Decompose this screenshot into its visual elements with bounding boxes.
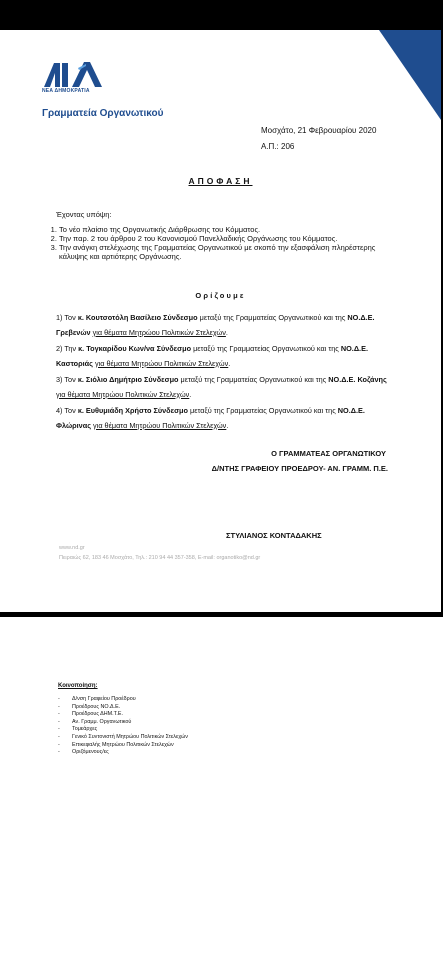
decision-end: .	[226, 421, 229, 430]
reasons-list	[45, 225, 404, 261]
place-date: Μοσχάτο, 21 Φεβρουαρίου 2020	[261, 126, 377, 135]
cc-item: - Αν. Γραμμ. Οργανωτικού	[58, 719, 188, 727]
reason-item: 3. Την ανάγκη στελέχωσης της Γραμματείας Οργανωτικού με σκοπό την εξασφάλιση πληρέστερης κάλυψης και αρτιότερης Οργάνωσης.	[59, 243, 404, 261]
decision-article: Τον	[64, 406, 76, 415]
section-heading: Ορίζουμε	[195, 291, 246, 300]
cc-item: - Τομεάρχες	[58, 726, 188, 734]
decision-text: μεταξύ της Γραμματείας Οργανωτικού και της	[193, 344, 339, 353]
decision-org: ΝΟ.Δ.Ε. Φλώρινας	[56, 406, 365, 430]
nd-logo	[42, 60, 104, 88]
document-page-2	[0, 617, 443, 960]
cc-title: Κοινοποίηση:	[58, 683, 98, 689]
decision-number: 4)	[56, 406, 63, 415]
cc-item: - Προέδρους ΔΗΜ.Τ.Ε.	[58, 711, 188, 719]
signer-name: ΣΤΥΛΙΑΝΟΣ ΚΟΝΤΑΔΑΚΗΣ	[226, 531, 322, 540]
intro-text: Έχοντας υπόψη:	[56, 210, 112, 219]
decision-item	[56, 372, 391, 402]
decision-article: Τον	[64, 375, 76, 384]
decision-end: .	[225, 328, 228, 337]
reason-item: 1. Το νέο πλαίσιο της Οργανωτικής Διάρθρωσης του Κόμματος.	[59, 225, 404, 234]
reason-item: 2. Την παρ. 2 του άρθρου 2 του Κανονισμού Πανελλαδικής Οργάνωσης του Κόμματος.	[59, 234, 404, 243]
decision-org: ΝΟ.Δ.Ε. Κοζάνης	[328, 375, 387, 384]
decision-person: κ. Κουτσοτόλη Βασίλειο Σύνδεσμο	[77, 313, 198, 322]
footer-address: Πειραιώς 62, 183 46 Μοσχάτο, Τηλ.: 210 94 44 357-358, E-mail: organotiko@nd.gr	[59, 555, 261, 561]
decision-text: μεταξύ της Γραμματείας Οργανωτικού και της	[190, 406, 336, 415]
decision-topic: για θέματα Μητρώου Πολιτικών Στελεχών	[92, 328, 226, 337]
cc-item: - Επικεφαλής Μητρώου Πολιτικών Στελεχών	[58, 742, 188, 750]
document-title: ΑΠΟΦΑΣΗ	[188, 176, 253, 186]
decision-number: 3)	[56, 375, 63, 384]
decision-text: μεταξύ της Γραμματείας Οργανωτικού και της	[199, 313, 346, 322]
decision-item	[56, 341, 391, 371]
cc-item: - Οριζόμενους/ες	[58, 749, 188, 757]
cc-item: - Γενικό Συντονιστή Μητρώου Πολιτικών Στελεχών	[58, 734, 188, 742]
document-page-1	[0, 30, 441, 612]
decision-end: .	[189, 390, 192, 399]
decision-article: Την	[64, 344, 77, 353]
decision-text: μεταξύ της Γραμματείας Οργανωτικού και της	[180, 375, 327, 384]
footer-website: www.nd.gr	[59, 545, 85, 551]
decision-topic: για θέματα Μητρώου Πολιτικών Στελεχών	[94, 359, 229, 368]
signature-title: Ο ΓΡΑΜΜΑΤΕΑΣ ΟΡΓΑΝΩΤΙΚΟΥ	[271, 449, 386, 458]
decision-item	[56, 310, 391, 340]
decision-person: κ. Σιόλιο Δημήτριο Σύνδεσμο	[77, 375, 179, 384]
corner-decoration	[379, 30, 441, 120]
signature-subtitle: Δ/ΝΤΗΣ ΓΡΑΦΕΙΟΥ ΠΡΟΕΔΡΟΥ- ΑΝ. ΓΡΑΜΜ. Π.Ε.	[211, 464, 388, 473]
department-name: Γραμματεία Οργανωτικού	[42, 108, 164, 119]
protocol-number: Α.Π.: 206	[261, 142, 295, 151]
decision-article: Τον	[64, 313, 76, 322]
decision-person: κ. Ευθυμιάδη Χρήστο Σύνδεσμο	[77, 406, 188, 415]
decision-org: ΝΟ.Δ.Ε. Καστοριάς	[56, 344, 368, 368]
decision-end: .	[228, 359, 231, 368]
decision-number: 2)	[56, 344, 63, 353]
logo-subtitle: ΝΕΑ ΔΗΜΟΚΡΑΤΙΑ	[42, 88, 90, 94]
cc-item: - Προέδρους ΝΟ.Δ.Ε.	[58, 704, 188, 712]
decision-org: ΝΟ.Δ.Ε. Γρεβενών	[56, 313, 375, 337]
decision-item	[56, 403, 391, 433]
cc-list	[58, 696, 188, 757]
decision-topic: για θέματα Μητρώου Πολιτικών Στελεχών	[56, 390, 190, 399]
cc-item: - Δ/νση Γραφείου Προέδρου	[58, 696, 188, 704]
decision-person: κ. Τογκαρίδου Κων/να Σύνδεσμο	[78, 344, 192, 353]
decision-number: 1)	[56, 313, 63, 322]
decision-topic: για θέματα Μητρώου Πολιτικών Στελεχών	[93, 421, 227, 430]
